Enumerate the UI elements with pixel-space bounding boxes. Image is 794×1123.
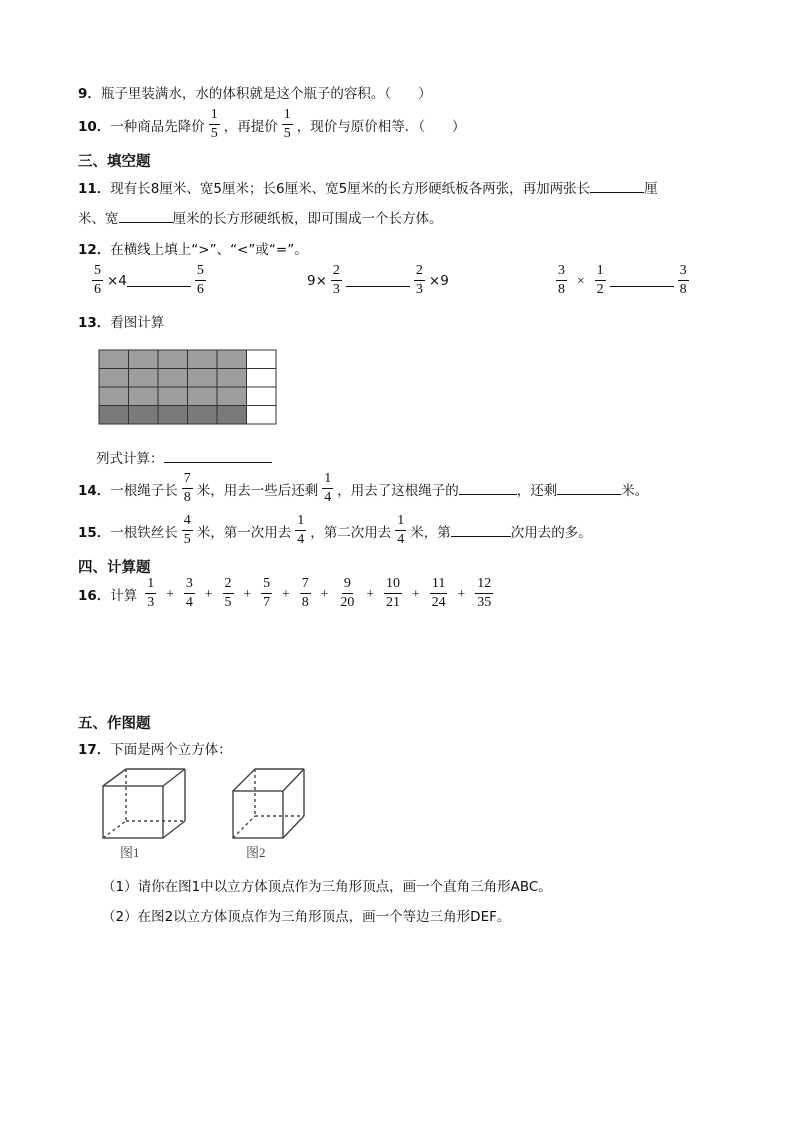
q9-text: 瓶子里装满水，水的体积就是这个瓶子的容积。（ ） xyxy=(100,86,432,102)
numerator: 3 xyxy=(184,577,195,594)
q9-number: 9． xyxy=(78,86,101,102)
plus-operator: + xyxy=(457,585,466,601)
q15-blank[interactable] xyxy=(451,524,511,537)
numerator: 5 xyxy=(261,577,272,594)
question-11-line-2 xyxy=(78,207,443,227)
numerator: 1 xyxy=(282,108,293,125)
numerator: 4 xyxy=(182,514,193,531)
numerator: 2 xyxy=(223,577,234,594)
denominator: 3 xyxy=(147,595,155,610)
operator: ×4 xyxy=(107,272,127,289)
fraction-term xyxy=(384,577,402,610)
q12-expression-3 xyxy=(552,264,693,297)
denominator: 8 xyxy=(679,282,687,297)
numerator: 1 xyxy=(395,514,406,531)
denominator: 5 xyxy=(224,595,232,610)
q14-text-post: 米。 xyxy=(621,482,649,499)
q16-number: 16． xyxy=(78,587,111,604)
numerator: 3 xyxy=(556,264,567,281)
fraction xyxy=(678,264,689,297)
question-14 xyxy=(78,472,648,505)
question-12 xyxy=(78,238,308,258)
q13-formula-line xyxy=(96,447,272,467)
fraction-term xyxy=(475,577,493,610)
denominator: 8 xyxy=(558,282,565,297)
q11-blank-1[interactable] xyxy=(590,180,644,193)
q17-figures xyxy=(96,764,308,862)
grid-cell xyxy=(188,369,218,388)
q12-blank-3[interactable] xyxy=(610,274,674,287)
grid-cell xyxy=(247,369,277,388)
q14-text-mid2: ，用去了这根绳子的 xyxy=(337,482,459,499)
grid-cell xyxy=(188,387,218,406)
denominator: 35 xyxy=(477,595,492,610)
numerator: 5 xyxy=(92,264,103,281)
fraction xyxy=(322,472,333,505)
fraction-term xyxy=(338,577,356,610)
q14-blank-2[interactable] xyxy=(557,482,621,495)
numerator: 2 xyxy=(414,264,425,281)
plus-operator: + xyxy=(282,585,290,601)
fraction xyxy=(92,264,103,297)
q14-text-mid: 米，用去一些后还剩 xyxy=(196,482,319,499)
denominator: 3 xyxy=(332,282,340,297)
plus-operator: + xyxy=(204,585,213,601)
denominator: 5 xyxy=(183,532,191,547)
grid-cell xyxy=(247,387,277,406)
denominator: 24 xyxy=(431,595,446,610)
fig1-label: 图1 xyxy=(120,845,140,860)
section-4-heading: 四、计算题 xyxy=(78,560,151,576)
numerator: 7 xyxy=(182,472,193,489)
fraction xyxy=(414,264,425,297)
fraction xyxy=(195,264,206,297)
fraction xyxy=(295,514,306,547)
denominator: 4 xyxy=(297,532,305,547)
numerator: 2 xyxy=(331,264,342,281)
q15-text-mid3: 米，第 xyxy=(410,524,451,541)
question-16 xyxy=(78,577,497,610)
q13-number: 13． xyxy=(78,315,111,331)
plus-operator: + xyxy=(320,585,329,601)
q12-expression-2 xyxy=(307,264,449,297)
q12-expression-1 xyxy=(88,264,210,297)
q11-text-2a: 米、宽 xyxy=(78,211,119,227)
plus-operator: + xyxy=(243,585,252,601)
q11-text-1: 现有长8厘米、宽5厘米；长6厘米、宽5厘米的长方形硬纸板各两张，再加两张长 xyxy=(110,181,591,197)
q15-text-post: 次用去的多。 xyxy=(510,524,592,541)
section-5-heading: 五、作图题 xyxy=(78,716,151,732)
q15-text-mid2: ，第二次用去 xyxy=(310,524,392,541)
denominator: 5 xyxy=(210,126,218,141)
q10-text-post: ，现价与原价相等．（ ） xyxy=(296,118,466,135)
denominator: 20 xyxy=(340,595,355,610)
numerator: 7 xyxy=(300,577,311,594)
q10-fraction-1 xyxy=(209,108,220,141)
grid-cell xyxy=(217,406,247,425)
q13-fraction-grid xyxy=(98,349,278,425)
grid-cell xyxy=(129,350,159,369)
q14-blank-1[interactable] xyxy=(459,482,517,495)
denominator: 6 xyxy=(196,282,204,297)
fraction-term xyxy=(261,577,272,610)
question-11-line-1 xyxy=(78,177,658,197)
q14-text-pre: 一根绳子长 xyxy=(110,482,178,499)
grid-cell xyxy=(99,406,129,425)
fraction-term xyxy=(300,577,311,610)
fraction-term xyxy=(223,577,234,610)
fraction-term xyxy=(430,577,448,610)
question-13 xyxy=(78,311,164,331)
fraction xyxy=(182,472,193,505)
denominator: 5 xyxy=(283,126,291,141)
grid-cell xyxy=(217,350,247,369)
denominator: 8 xyxy=(301,595,309,610)
grid-cell xyxy=(158,369,188,388)
fraction xyxy=(556,264,567,297)
q11-blank-2[interactable] xyxy=(119,210,173,223)
denominator: 21 xyxy=(386,595,401,610)
section-3-heading: 三、填空题 xyxy=(78,154,151,170)
plus-operator: + xyxy=(166,585,174,601)
grid-cell xyxy=(217,369,247,388)
numerator: 11 xyxy=(430,577,447,594)
denominator: 6 xyxy=(94,282,101,297)
numerator: 1 xyxy=(295,514,306,531)
operator-post: ×9 xyxy=(428,272,449,289)
q14-text-mid3: ，还剩 xyxy=(516,482,558,499)
grid-cell xyxy=(129,387,159,406)
numerator: 5 xyxy=(195,264,206,281)
denominator: 3 xyxy=(415,282,423,297)
grid-cell xyxy=(188,406,218,425)
q16-expression xyxy=(141,577,497,610)
q15-text-mid: 米，第一次用去 xyxy=(196,524,292,541)
q12-text: 在横线上填上“>”、“<”或“=”。 xyxy=(110,242,308,258)
denominator: 4 xyxy=(185,595,193,610)
q14-number: 14． xyxy=(78,482,111,499)
q15-number: 15． xyxy=(78,524,111,541)
fraction-term xyxy=(184,577,195,610)
grid-cell xyxy=(129,369,159,388)
fraction xyxy=(331,264,342,297)
fraction xyxy=(395,514,406,547)
grid-cell xyxy=(217,387,247,406)
q11-number: 11． xyxy=(78,181,111,197)
q12-blank-1[interactable] xyxy=(127,274,191,287)
operator: × xyxy=(577,272,585,288)
q16-text: 计算 xyxy=(110,587,138,604)
cube-1 xyxy=(103,769,185,838)
q12-number: 12． xyxy=(78,242,111,258)
q11-text-2b: 厘米的长方形硬纸板，即可围成一个长方体。 xyxy=(172,211,443,227)
question-9 xyxy=(78,82,432,102)
numerator: 1 xyxy=(209,108,220,125)
q10-fraction-2 xyxy=(282,108,293,141)
numerator: 1 xyxy=(145,577,156,594)
grid-cell xyxy=(158,387,188,406)
q10-text-mid: ，再提价 xyxy=(223,118,278,135)
numerator: 12 xyxy=(475,577,493,594)
q13-formula-label: 列式计算： xyxy=(96,451,164,467)
fraction-term xyxy=(145,577,156,610)
numerator: 10 xyxy=(384,577,402,594)
denominator: 7 xyxy=(263,595,271,610)
q11-unit: 厘 xyxy=(644,181,658,197)
cube-2 xyxy=(233,769,304,838)
q17-part-1: （1）请你在图1中以立方体顶点作为三角形顶点，画一个直角三角形ABC。 xyxy=(102,879,552,895)
grid-cell xyxy=(247,406,277,425)
question-10 xyxy=(78,108,466,141)
numerator: 9 xyxy=(342,577,353,594)
q15-text-pre: 一根铁丝长 xyxy=(110,524,178,541)
q12-blank-2[interactable] xyxy=(346,274,410,287)
numerator: 1 xyxy=(322,472,333,489)
q13-formula-blank[interactable] xyxy=(164,450,272,463)
q17-text: 下面是两个立方体： xyxy=(110,742,232,758)
grid-cell xyxy=(99,369,129,388)
fraction xyxy=(182,514,193,547)
plus-operator: + xyxy=(366,585,375,601)
grid-cell xyxy=(99,387,129,406)
numerator: 3 xyxy=(678,264,689,281)
denominator: 4 xyxy=(324,490,332,505)
denominator: 4 xyxy=(397,532,405,547)
grid-cell xyxy=(99,350,129,369)
fig2-label: 图2 xyxy=(246,845,266,860)
grid-cell xyxy=(247,350,277,369)
question-17 xyxy=(78,738,232,758)
grid-cell xyxy=(158,406,188,425)
grid-cell xyxy=(129,406,159,425)
operator-pre: 9× xyxy=(307,272,327,289)
numerator: 1 xyxy=(595,264,606,281)
q10-number: 10． xyxy=(78,118,111,135)
fraction xyxy=(595,264,606,297)
q17-number: 17． xyxy=(78,742,111,758)
denominator: 2 xyxy=(596,282,604,297)
question-15 xyxy=(78,514,592,547)
denominator: 8 xyxy=(183,490,191,505)
q10-text-pre: 一种商品先降价 xyxy=(110,118,205,135)
q17-part-2: （2）在图2以立方体顶点作为三角形顶点，画一个等边三角形DEF。 xyxy=(102,909,511,925)
grid-cell xyxy=(158,350,188,369)
q13-text: 看图计算 xyxy=(110,315,165,331)
plus-operator: + xyxy=(412,585,420,601)
grid-cell xyxy=(188,350,218,369)
